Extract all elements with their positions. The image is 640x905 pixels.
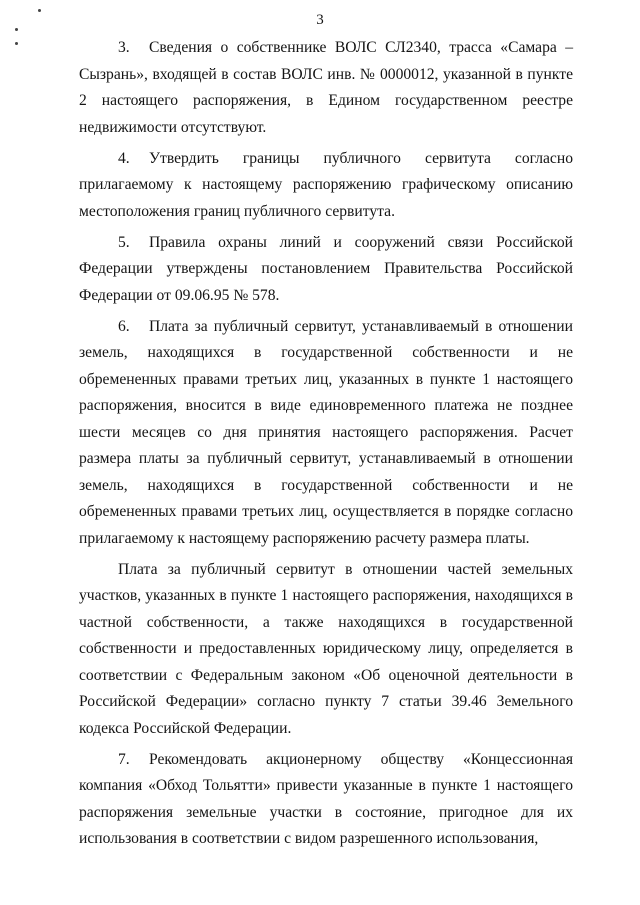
paragraph-text: Рекомендовать акционерному обществу «Концессионная компания «Обход Тольятти» привести указанные в пункте 1 настоящего распоряжения земельные участки в состояние, пригодное для их использования в соответствии с видом разрешенного использования, <box>79 750 573 848</box>
paragraph-5 <box>79 230 573 310</box>
paragraph-number: 3. <box>118 39 130 56</box>
paragraph-text: Плата за публичный сервитут в отношении частей земельных участков, указанных в пункте 1 настоящего распоряжения, находящихся в частной собственности, а также находящихся в государственной собственности и предоставленных юридическому лицу, определяется в соответствии с Федеральным законом «Об оценочной деятельности в Российской Федерации» согласно пункту 7 статьи 39.46 Земельного кодекса Российской Федерации. <box>79 560 573 737</box>
paragraph-3 <box>79 35 573 141</box>
scan-speck <box>15 28 18 31</box>
paragraph-number: 4. <box>118 149 130 167</box>
scan-speck <box>15 42 18 45</box>
paragraph-6-continued <box>79 557 573 743</box>
page-number: 3 <box>316 12 324 28</box>
paragraph-text: Правила охраны линий и сооружений связи Российской Федерации утверждены постановлением Правительства Российской Федерации от 09.06.95 № 578. <box>79 233 573 304</box>
paragraph-7 <box>79 747 573 853</box>
paragraph-text: Утвердить границы публичного сервитута согласно прилагаемому к настоящему распоряжению графическому описанию местоположения границ публичного сервитута. <box>79 149 573 220</box>
paragraph-number: 7. <box>118 750 130 768</box>
document-body <box>79 35 573 858</box>
scan-speck <box>38 9 41 12</box>
paragraph-4 <box>79 146 573 226</box>
paragraph-text: Плата за публичный сервитут, устанавливаемый в отношении земель, находящихся в государственной собственности и не обремененных правами третьих лиц, указанных в пункте 1 настоящего распоряжения, вносится в виде единовременного платежа не позднее шести месяцев со дня принятия настоящего распоряжения. Расчет размера платы за публичный сервитут, устанавливаемый в отношении земель, находящихся в государственной собственности и не обремененных правами третьих лиц, осуществляется в порядке согласно прилагаемому к настоящему распоряжению расчету размера платы. <box>79 317 573 547</box>
paragraph-number: 6. <box>118 317 130 335</box>
paragraph-number: 5. <box>118 233 130 251</box>
paragraph-text: Сведения о собственнике ВОЛС СЛ2340, трасса «Самара – Сызрань», входящей в состав ВОЛС инв. № 0000012, указанной в пункте 2 настоящего распоряжения, в Едином государственном реестре недвижимости отсутствуют. <box>79 39 573 136</box>
paragraph-6 <box>79 314 573 553</box>
